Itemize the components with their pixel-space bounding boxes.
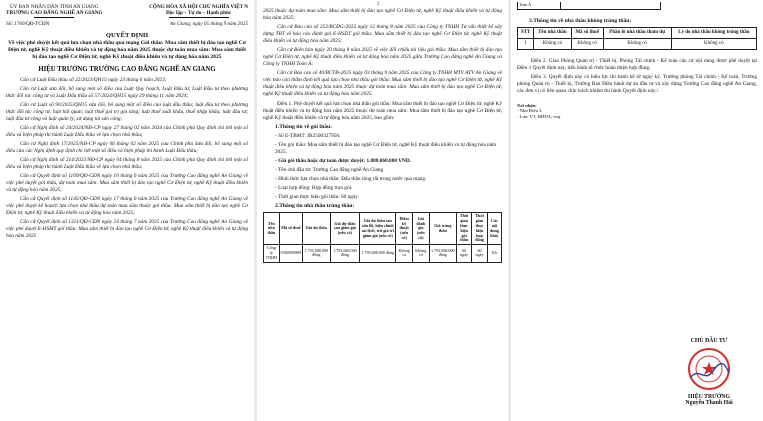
table-cell: Không có [396,245,413,262]
table-row [518,38,757,49]
article-1: Điều 1. Phê duyệt kết quả lựa chọn nhà thầu gói thầu: Mua sắm thiết bị đào tạo nghề Cơ Điện tử, nghề Kỹ thuật điều khiển và tự động hóa năm 2025 thuộc dự toán mua sắm: Mua sắm thiết bị đào tạo nghề Cơ Điện tử, nghề Kỹ thuật điều khiển và tự động hóa năm 2025, bao gồm: [263,101,502,122]
legal-basis-5: Căn cứ Nghị định 17/2025/NĐ-CP ngày 06 tháng 02 năm 2025 của Chính phủ Sửa đổi, bổ sung một số điều của các Nghị định quy định chi tiết một số điều và biện pháp thi hành Luật Đấu thầu; [6,141,248,155]
table-header-row [518,27,757,38]
school-name: TRƯỜNG CAO ĐẲNG NGHỀ AN GIANG [6,10,103,17]
official-stamp [687,347,731,391]
contract-type: - Loại hợp đồng: Hợp đồng trọn gói. [275,185,353,192]
table-cell: 1.793.688.000 đồng [429,245,456,262]
signature-block [669,338,749,406]
national-title: CỘNG HÒA XÃ HỘI CHỦ NGHĨA VIỆT N [149,4,248,10]
table-header: Tên nhà thầu [534,27,572,38]
doc-type: QUYẾT ĐỊNH [105,32,149,40]
table-header: Giá dự thầu sau sửa lỗi, hiệu chỉnh sai lệch, trừ giá trị giảm giá (nếu có) [360,213,396,245]
section-3-title: 3.Thông tin về nhà thầu không trúng thầu: [529,17,632,24]
recipients [517,103,757,120]
number-date-row [6,21,248,27]
table-cell: 1 [518,38,534,49]
table-row [518,2,661,9]
table-cell: Không có [671,38,756,49]
table-header: Phần lô nhà thầu tham dự [603,27,671,38]
table-cell: 1.795.688.000 đồng [303,245,330,262]
table-cell: Không có [413,245,430,262]
table-cell [560,2,660,9]
table-cell: 60 ngày [457,245,472,262]
recipient-item: - Lưu: VT, ĐHDA, vnq. [517,114,562,120]
losing-bidder-table [517,27,757,50]
table-row [264,245,502,262]
table-header: Các nội dung khác [487,213,501,245]
sign-role: CHỦ ĐẦU TƯ [690,338,728,344]
national-motto: Độc lập – Tự do – Hạnh phúc [166,10,232,17]
sign-title: HIỆU TRƯỞNG [687,394,731,400]
table-header: Lý do nhà thầu không trúng thầu [671,27,756,38]
table-cell: Toàn Á [518,2,561,9]
legal-basis-1: Căn cứ Luật Đấu thầu số 22/2023/QH15 ngày 23 tháng 6 năm 2023; [20,77,167,84]
table-header: Mã số thuế [279,213,302,245]
recipients-title: Nơi nhận: [517,102,537,108]
winning-bidder-table [263,212,502,262]
legal-basis-11: Căn cứ Biên bản ngày 20 tháng 8 năm 2025 về việc đối chiếu tài liệu gói thầu: Mua sắm thiết bị đào tạo nghề Cơ Điện tử, nghề Kỹ thuật điều khiển và tự động hóa năm 2025 giữa Trường Cao đẳng nghề An Giang và Công ty TNHH Toàn Á; [263,46,502,67]
legal-basis-cont: 2025 thuộc dự toán mua sắm: Mua sắm thiết bị đào tạo nghề Cơ Điện tử, nghề Kỹ thuật điều khiển và tự động hóa năm 2025; [263,8,502,21]
header-right-rule [169,17,229,18]
table-header: Giá đánh giá (nếu có) [413,213,430,245]
legal-basis-9: Căn cứ Quyết định số 1311/QĐ-CĐN ngày 24 tháng 7 năm 2025 của Trường Cao đẳng nghề An Giang về việc phê duyệt E-HSMT gói thầu: Mua sắm thiết bị đào tạo nghề Cơ Điện tử, nghề Kỹ thuật điều khiển và tự động hóa năm 2025 [6,219,248,239]
doc-subject: Về việc phê duyệt kết quả lựa chọn nhà thầu qua mạng Gói thầu: Mua sắm thiết bị đào tạo nghề Cơ Điện tử, nghề Kỹ thuật điều khiển và tự động hóa năm 2025 thuộc dự toán mua sắm: Mua sắm thiết bị đào tạo nghề Cơ Điện tử, nghề Kỹ thuật điều khiển và tự động hóa năm 2025 [7,40,247,60]
investor-name: - Tên chủ đầu tư: Trường Cao đẳng nghề An Giang [275,167,384,174]
continued-table [517,2,661,10]
recipient-item: - Như Điều 3. [517,108,543,114]
stamp-seal-icon [687,347,731,391]
legal-basis-10: Căn cứ Báo cáo số 252/BCĐG-2025 ngày 12 tháng 8 năm 2025 của Công ty TNHH Tư vấn thiết kế xây dựng TBT về báo cáo đánh giá E-HSDT gói thầu: Mua sắm thiết bị đào tạo nghề Cơ Điện tử, nghề Kỹ thuật điều khiển và tự động hóa năm 2025; [263,24,502,44]
table-cell: Không có [534,38,572,49]
table-header: Giá dự thầu [303,213,330,245]
legal-basis-3: Căn cứ Luật số 90/2025/QH15 sửa đổi, bổ sung một số điều của luật đấu thầu; luật đầu tư theo phương thức đối tác công tư; luật hải quan; luật thuế giá trị gia tăng; luật thuế xuất khẩu, thuế nhập khẩu; luật đầu tư; luật đầu tư công và luật quản lý, sử dụng tài sản công; [6,102,248,123]
legal-basis-4: Căn cứ Nghị định số 24/2024/NĐ-CP ngày 27 tháng 02 năm 2024 của Chính phủ Quy định chi tiết một số điều và biện pháp thi hành Luật Đấu thầu về lựa chọn nhà thầu; [6,125,248,139]
doc-date: An Giang, ngày 05 tháng 9 năm 2025 [169,21,248,28]
package-name: - Tên gói thầu: Mua sắm thiết bị đào tạo nghề Cơ Điện tử, nghề Kỹ thuật điều khiển và tự động hóa năm 2025. [275,142,497,156]
legal-basis-6: Căn cứ Nghị định số 214/2025/NĐ-CP ngày 04 tháng 8 năm 2025 của Chính phủ Quy định chi tiết một số điều và biện pháp thi hành Luật Đấu thầu về lựa chọn nhà thầu; [6,157,248,171]
table-header: Thời gian thực hiện hợp đồng [472,213,488,245]
table-cell: Không có [571,38,603,49]
header-left-rule [34,17,74,18]
page-number: 2 [377,2,380,7]
table-header: Tên nhà thầu [264,213,280,245]
page-2 [257,0,508,421]
page-1-header [6,4,248,18]
legal-basis-2: Căn cứ Luật sửa đổi, bổ sung một số điều của Luật Quy hoạch, Luật Đầu tư, Luật Đầu tư theo phương thức đối tác công tư và Luật Đấu thầu số 57/2024/QH15 ngày 29 tháng 11 năm 2024; [6,86,248,100]
table-header: Thời gian thực hiện gói thầu [457,213,472,245]
header-right [149,4,248,18]
section-2-title: 2.Thông tin nhà thầu trúng thầu: [275,203,355,210]
table-header: Giá dự thầu sau giảm giá (nếu có) [330,213,360,245]
package-id: - Số E-TBMT: IB2500327958. [275,133,341,140]
article-2: Điều 2. Giao Phòng Quản trị - Thiết bị, Phòng Tài chính - Kế toán căn cứ nội dung được phê duyệt tại Điều 1 Quyết định này, tiến hành tổ chức hoàn thiện hợp đồng. [517,57,757,71]
table-cell: 1.793.688.000 đồng [330,245,360,262]
article-3: Điều 3. Quyết định này có hiệu lực thi hành kể từ ngày ký. Trưởng phòng Tài chính - Kế toán, Trưởng phòng Quản trị - Thiết bị, Trưởng Ban Điều hành dự án đầu tư và xây dựng Trường Cao đẳng nghề An Giang, các đơn vị có liên quan chịu trách nhiệm thi hành Quyết định này./. [517,73,757,94]
table-header: Giá trúng thầu [429,213,456,245]
table-cell: Kh [487,245,501,262]
table-cell: 1.793.688.000 đồng [360,245,396,262]
page-1 [0,0,254,421]
table-header: Điểm kỹ thuật (nếu có) [396,213,413,245]
table-cell: 0300000989 [279,245,302,262]
legal-basis-12: Căn cứ Báo cáo số 40/BCTĐ-2025 ngày 03 tháng 9 năm 2025 của Công ty TNHH MTV ATV An Giang về việc báo cáo thẩm định kết quả lựa chọn nhà thầu gói thầu: Mua sắm thiết bị đào tạo nghề Cơ Điện tử, nghề Kỹ thuật điều khiển và tự động hóa năm 2025 thuộc dự toán mua sắm: Mua sắm thiết bị đào tạo nghề Cơ Điện tử, nghề Kỹ thuật điều khiển và tự động hóa năm 2025. [263,69,502,97]
section-1-title: 1.Thông tin về gói thầu: [275,124,333,131]
table-cell: Không có [603,38,671,49]
sign-name: Nguyễn Thanh Hải [685,400,733,406]
package-duration: - Thời gian thực hiện gói thầu: 60 ngày. [275,194,359,201]
table-header-row [264,213,502,245]
table-cell: Công ty TNHH [264,245,280,262]
table-header: Mã số thuế [571,27,603,38]
table-cell: 60 ngày [472,245,488,262]
legal-basis-8: Căn cứ Quyết định số 1145/QĐ-CĐN ngày 17 tháng 6 năm 2025 của Trường Cao đẳng nghề An Giang về việc phê duyệt kế hoạch lựa chọn nhà thầu dự toán mua sắm thuộc gói thầu: Mua sắm thiết bị đào tạo nghề Cơ Điện tử, nghề Kỹ thuật điều khiển và tự động hóa năm 2025; [6,196,248,216]
issuing-authority: HIỆU TRƯỞNG TRƯỜNG CAO ĐẲNG NGHỀ AN GIANG [38,66,216,74]
table-header: STT [518,27,534,38]
agency-name: ỦY BAN NHÂN DÂN TỈNH AN GIANG [10,4,99,10]
selection-method: - Hình thức lựa chọn nhà thầu: Đấu thầu rộng rãi trong nước qua mạng. [275,176,427,183]
page-3 [511,0,763,421]
legal-basis-7: Căn cứ Quyết định số 1109/QĐ-CĐN ngày 10 tháng 6 năm 2025 của Trường Cao đẳng nghề An Giang về việc phê duyệt gói thầu, dự toán mua sắm: Mua sắm thiết bị đào tạo nghề Cơ Điện tử, nghề Kỹ thuật điều khiển và tự động hóa năm 2025; [6,173,248,193]
doc-number: Số: 1760/QĐ-TCĐN [6,21,50,28]
package-price: - Giá gói thầu hoặc dự toán được duyệt: 1.888.068.000 VND. [275,158,412,165]
header-left [6,4,103,18]
